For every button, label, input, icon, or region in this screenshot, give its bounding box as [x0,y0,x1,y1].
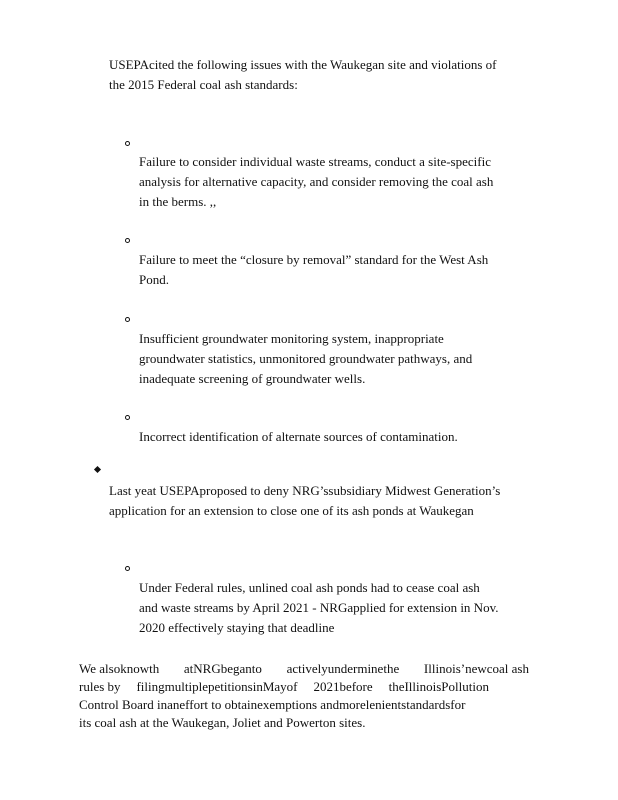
closing-word: atNRGbeganto [183,661,262,676]
sub-issue-line: Insufficient groundwater monitoring system, inappropriate [139,331,444,346]
sub-extension-line: Under Federal rules, unlined coal ash ponds had to cease coal ash [139,580,480,595]
diamond-bullet-icon [94,466,101,473]
sub-issue-1 [139,152,493,212]
sub-issue-line: inadequate screening of groundwater wells. [139,371,366,386]
closing-word: rules by [79,679,121,694]
sub-issue-line: groundwater statistics, unmonitored groundwater pathways, and [139,351,473,366]
hollow-circle-bullet-icon [125,141,130,146]
closing-line [79,660,529,678]
closing-word: activelyunderminethe [286,661,400,676]
main-bullet-paragraph [109,481,500,521]
sub-extension-line: and waste streams by April 2021 - NRGapplied for extension in Nov. [139,600,499,615]
closing-word: theIllinoisPollution [388,679,489,694]
intro-line: the 2015 Federal coal ash standards: [109,77,298,92]
intro-line: USEPAcited the following issues with the Waukegan site and violations of [109,57,497,72]
sub-issue-3 [139,329,472,389]
sub-issue-line: Failure to meet the “closure by removal” standard for the West Ash [139,252,489,267]
sub-issue-line: Failure to consider individual waste streams, conduct a site-specific [139,154,491,169]
closing-word: 2021before [313,679,373,694]
sub-issue-line: in the berms. ,, [139,194,217,209]
intro-paragraph [109,55,533,95]
sub-extension-line: 2020 effectively staying that deadline [139,620,335,635]
sub-issue-4 [139,427,458,447]
sub-issue-line: analysis for alternative capacity, and consider removing the coal ash [139,174,494,189]
closing-word: filingmultiplepetitionsinMayof [136,679,298,694]
closing-word: Illinois’newcoal ash [423,661,529,676]
closing-line: its coal ash at the Waukegan, Joliet and Powerton sites. [79,715,366,730]
hollow-circle-bullet-icon [125,415,130,420]
closing-word: We alsoknowth [79,661,160,676]
sub-issue-2 [139,250,488,290]
sub-issue-line: Incorrect identification of alternate sources of contamination. [139,429,458,444]
hollow-circle-bullet-icon [125,317,130,322]
hollow-circle-bullet-icon [125,238,130,243]
closing-paragraph [79,660,529,732]
main-bullet-line: Last yeat USEPAproposed to deny NRG’ssubsidiary Midwest Generation’s [109,483,501,498]
sub-issue-line: Pond. [139,272,169,287]
main-bullet-line: application for an extension to close one of its ash ponds at Waukegan [109,503,474,518]
sub-extension [139,578,498,638]
closing-line: Control Board inaneffort to obtainexemptions andmorelenientstandardsfor [79,697,466,712]
hollow-circle-bullet-icon [125,566,130,571]
closing-line [79,678,489,696]
